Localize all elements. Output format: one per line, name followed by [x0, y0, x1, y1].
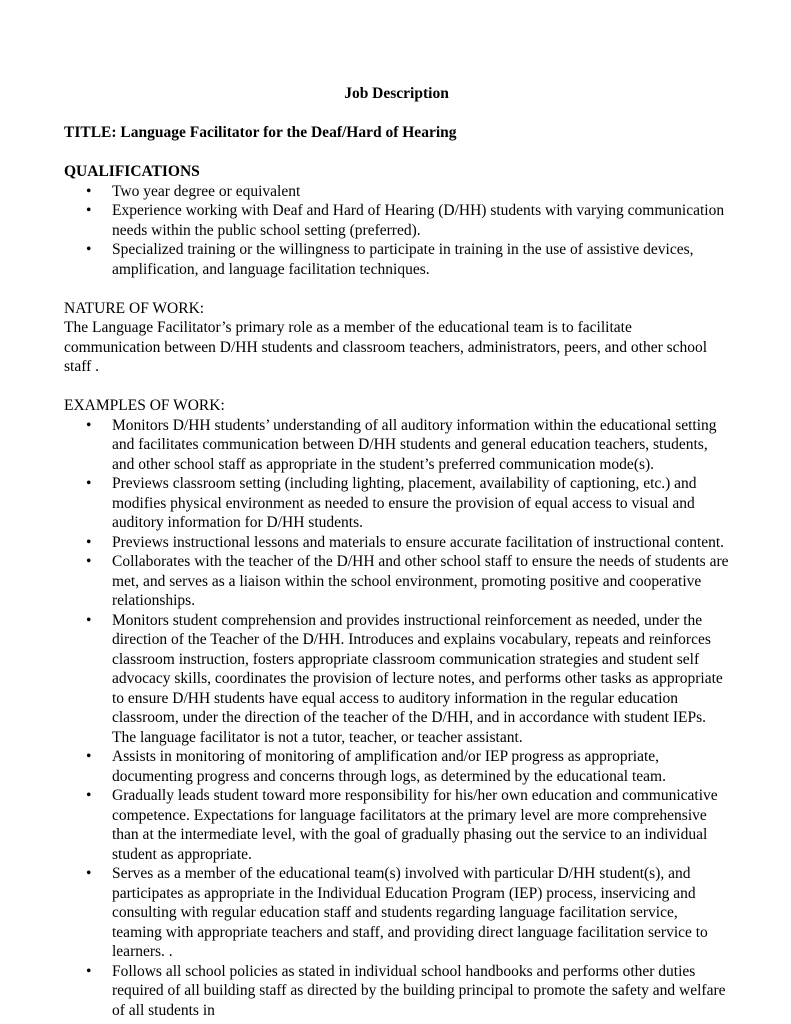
examples-of-work-section	[64, 396, 729, 1020]
list-item: • Experience working with Deaf and Hard of Hearing (D/HH) students with varying communication needs within the public school setting (preferred).	[64, 201, 729, 240]
examples-of-work-list	[64, 416, 729, 1021]
list-item: • Previews instructional lessons and materials to ensure accurate facilitation of instructional content.	[64, 533, 729, 553]
list-item: • Monitors student comprehension and provides instructional reinforcement as needed, under the direction of the Teacher of the D/HH. Introduces and explains vocabulary, repeats and reinforces classroom instruction, fosters appropriate classroom communication strategies and student self advocacy skills, coordinates the provision of lecture notes, and performs other tasks as appropriate to ensure D/HH students have equal access to auditory information in the regular education classroom, under the direction of the teacher of the D/HH, and in accordance with student IEPs. The language facilitator is not a tutor, teacher, or teacher assistant.	[64, 611, 729, 748]
qualifications-heading: QUALIFICATIONS	[64, 163, 200, 180]
list-item: • Gradually leads student toward more responsibility for his/her own education and communicative competence. Expectations for language facilitators at the primary level are more comprehensive than at the intermediate level, with the goal of gradually phasing out the service to an individual student as appropriate.	[64, 786, 729, 864]
qualifications-section	[64, 162, 729, 279]
document-title: Job Description	[344, 85, 449, 102]
nature-of-work-body: The Language Facilitator’s primary role as a member of the educational team is to facilitate communication between D/HH students and classroom teachers, administrators, peers, and other school staff .	[64, 319, 708, 375]
list-item: • Specialized training or the willingness to participate in training in the use of assistive devices, amplification, and language facilitation techniques.	[64, 240, 729, 279]
nature-of-work-section	[64, 299, 729, 377]
qualifications-list	[64, 182, 729, 280]
job-title-line: TITLE: Language Facilitator for the Deaf/Hard of Hearing	[64, 124, 457, 141]
list-item: • Previews classroom setting (including lighting, placement, availability of captioning, etc.) and modifies physical environment as needed to ensure the provision of equal access to visual and auditory information for D/HH students.	[64, 474, 729, 533]
list-item: • Collaborates with the teacher of the D/HH and other school staff to ensure the needs of students are met, and serves as a liaison within the school environment, promoting positive and cooperative relationships.	[64, 552, 729, 611]
examples-of-work-heading: EXAMPLES OF WORK:	[64, 397, 225, 414]
list-item: • Follows all school policies as stated in individual school handbooks and performs other duties required of all building staff as directed by the building principal to promote the safety and welfare of all students in	[64, 962, 729, 1021]
nature-of-work-heading: NATURE OF WORK:	[64, 299, 205, 317]
list-item: • Monitors D/HH students’ understanding of all auditory information within the educational setting and facilitates communication between D/HH students and general education teachers, students, and other school staff as appropriate in the student’s preferred communication mode(s).	[64, 416, 729, 475]
list-item: • Serves as a member of the educational team(s) involved with particular D/HH student(s), and participates as appropriate in the Individual Education Program (IEP) process, inservicing and consulting with regular education staff and students regarding language facilitation service, teaming with appropriate teachers and staff, and providing direct language facilitation service to learners. .	[64, 864, 729, 962]
list-item: • Assists in monitoring of monitoring of amplification and/or IEP progress as appropriate, documenting progress and concerns through logs, as determined by the educational team.	[64, 747, 729, 786]
list-item: • Two year degree or equivalent	[64, 182, 729, 202]
